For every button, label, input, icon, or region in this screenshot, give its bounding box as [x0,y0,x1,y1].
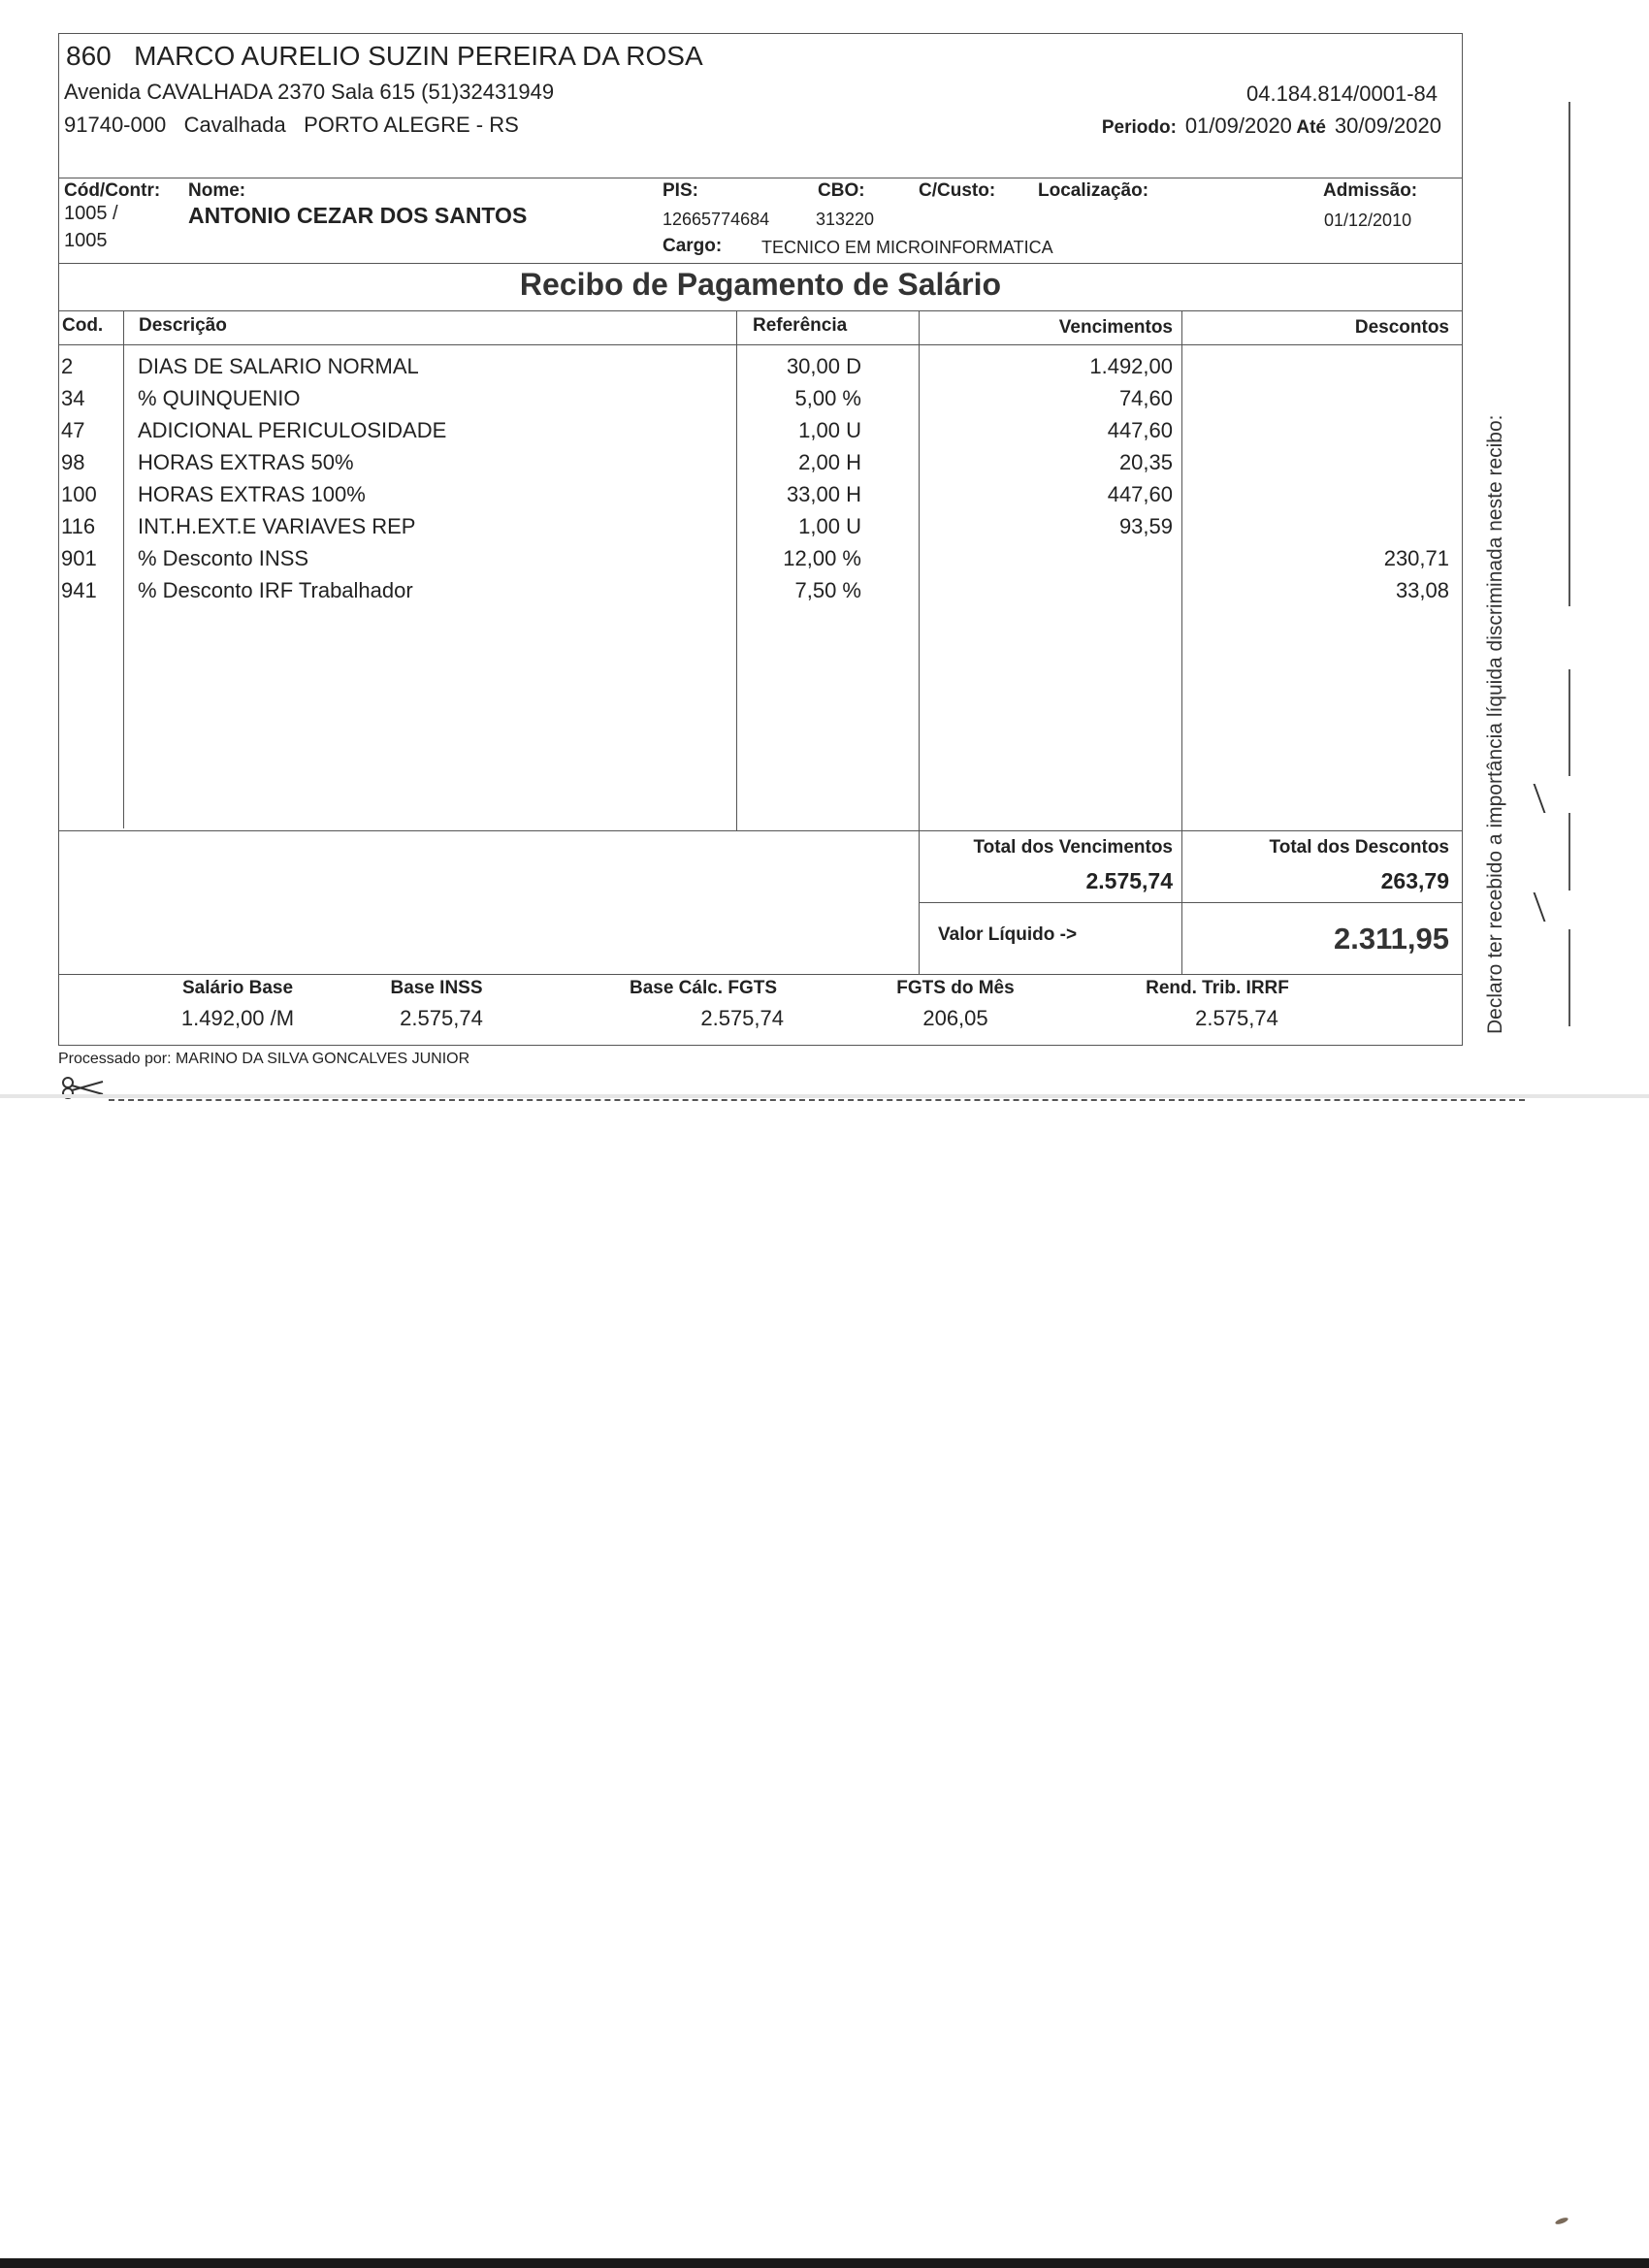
item-ref: 33,00 H [786,482,861,506]
employer-cnpj: 04.184.814/0001-84 [1246,81,1438,106]
pis-value: 12665774684 [663,210,770,229]
localizacao-label: Localização: [1038,180,1149,201]
item-cod: 116 [61,514,96,538]
processado-por: Processado por: MARINO DA SILVA GONCALVES JUNIOR [58,1051,470,1067]
item-cod: 901 [61,546,97,570]
item-ref: 12,00 % [783,546,861,570]
date-slash [1534,784,1566,813]
declaration-text: Declaro ter recebido a importância líquida discriminada neste recibo: [1484,414,1506,1034]
scan-bottom-edge [0,2258,1649,2268]
period-until-label: Até [1296,117,1326,138]
pis-label: PIS: [663,180,698,201]
period-end: 30/09/2020 [1334,113,1441,138]
total-vencimentos-label: Total dos Vencimentos [973,837,1173,858]
item-venc: 74,60 [1118,386,1173,410]
item-ref: 1,00 U [798,514,861,538]
col-referencia: Referência [753,315,848,336]
item-desc: HORAS EXTRAS 50% [138,450,354,474]
item-desc: % Desconto INSS [138,546,309,570]
item-ref: 7,50 % [794,578,861,602]
valor-liquido-label: Valor Líquido -> [938,924,1078,945]
admissao-value: 01/12/2010 [1324,211,1412,230]
base-inss-label: Base INSS [390,978,483,998]
item-venc: 1.492,00 [1089,354,1173,378]
employer-code: 860 [66,41,112,71]
fgts-mes-label: FGTS do Mês [896,978,1015,998]
col-vencimentos: Vencimentos [1058,317,1173,338]
ccusto-label: C/Custo: [919,180,996,201]
code-label: Cód/Contr: [64,180,161,201]
divider-columns [58,344,1463,345]
item-desconto: 33,08 [1395,578,1449,602]
item-desc: % QUINQUENIO [138,386,301,410]
cargo-value: TECNICO EM MICROINFORMATICA [761,238,1053,257]
fgts-mes-value: 206,05 [922,1006,988,1030]
item-cod: 47 [61,418,85,442]
item-desc: HORAS EXTRAS 100% [138,482,366,506]
employer-cep-line [64,113,519,138]
date-line-day [1568,929,1570,1026]
cbo-value: 313220 [816,210,875,229]
total-descontos-label: Total dos Descontos [1269,837,1449,858]
date-slash [1534,892,1566,922]
employee-code: 1005 / [64,203,118,224]
item-cod: 941 [61,578,97,602]
employee-name: ANTONIO CEZAR DOS SANTOS [188,203,528,228]
employee-code-2: 1005 [64,230,108,251]
period-label: Periodo: [1101,117,1177,138]
employer-name: MARCO AURELIO SUZIN PEREIRA DA ROSA [134,41,703,71]
base-inss-value: 2.575,74 [400,1006,483,1030]
cbo-label: CBO: [818,180,865,201]
employer-city: PORTO ALEGRE - RS [304,113,519,137]
period-start: 01/09/2020 [1184,113,1292,138]
item-venc: 447,60 [1107,418,1173,442]
item-venc: 20,35 [1118,450,1173,474]
signature-line [1568,102,1570,606]
item-desc: DIAS DE SALARIO NORMAL [138,354,419,378]
rend-irrf-label: Rend. Trib. IRRF [1146,978,1289,998]
item-desc: % Desconto IRF Trabalhador [138,578,413,602]
divider-employee [58,263,1463,264]
total-vencimentos-value: 2.575,74 [1085,868,1173,893]
name-label: Nome: [188,180,246,201]
employer-address: Avenida CAVALHADA 2370 Sala 615 (51)32431949 [64,80,555,104]
valor-liquido-value: 2.311,95 [1334,922,1449,956]
item-ref: 30,00 D [786,354,861,378]
document-title: Recibo de Pagamento de Salário [519,267,1002,302]
scan-edge [0,1094,1649,1098]
item-cod: 100 [61,482,97,506]
sep-venc [1181,310,1182,974]
employer-district: Cavalhada [183,113,286,137]
sep-ref [919,310,920,974]
item-desconto: 230,71 [1383,546,1449,570]
salario-base-value: 1.492,00 /M [180,1006,295,1030]
cargo-label: Cargo: [663,236,723,256]
date-line-month [1568,813,1570,891]
divider-items-end [58,830,1463,831]
base-fgts-value: 2.575,74 [700,1006,784,1030]
employer-line [66,41,703,72]
col-descontos: Descontos [1354,317,1449,338]
item-ref: 2,00 H [798,450,861,474]
item-cod: 2 [61,354,74,378]
employer-cep: 91740-000 [64,113,167,137]
divider-title [58,310,1463,311]
divider-bases [58,974,1463,975]
item-cod: 98 [61,450,85,474]
sep-cod [123,310,124,828]
item-desc: INT.H.EXT.E VARIAVES REP [138,514,416,538]
cut-line [109,1099,1525,1101]
item-desc: ADICIONAL PERICULOSIDADE [138,418,447,442]
scan-speck [1555,2217,1569,2225]
rend-irrf-value: 2.575,74 [1195,1006,1278,1030]
col-cod: Cod. [62,315,104,336]
item-ref: 1,00 U [798,418,861,442]
divider-totals [919,902,1463,903]
sep-desc [736,310,737,830]
total-descontos-value: 263,79 [1380,868,1449,893]
period-line [1102,113,1441,139]
admissao-label: Admissão: [1323,180,1418,201]
salario-base-label: Salário Base [181,978,294,998]
item-cod: 34 [61,386,85,410]
col-descricao: Descrição [139,315,227,336]
date-line-year [1568,669,1570,776]
item-ref: 5,00 % [794,386,861,410]
item-venc: 447,60 [1107,482,1173,506]
base-fgts-label: Base Cálc. FGTS [629,978,778,998]
item-venc: 93,59 [1118,514,1173,538]
